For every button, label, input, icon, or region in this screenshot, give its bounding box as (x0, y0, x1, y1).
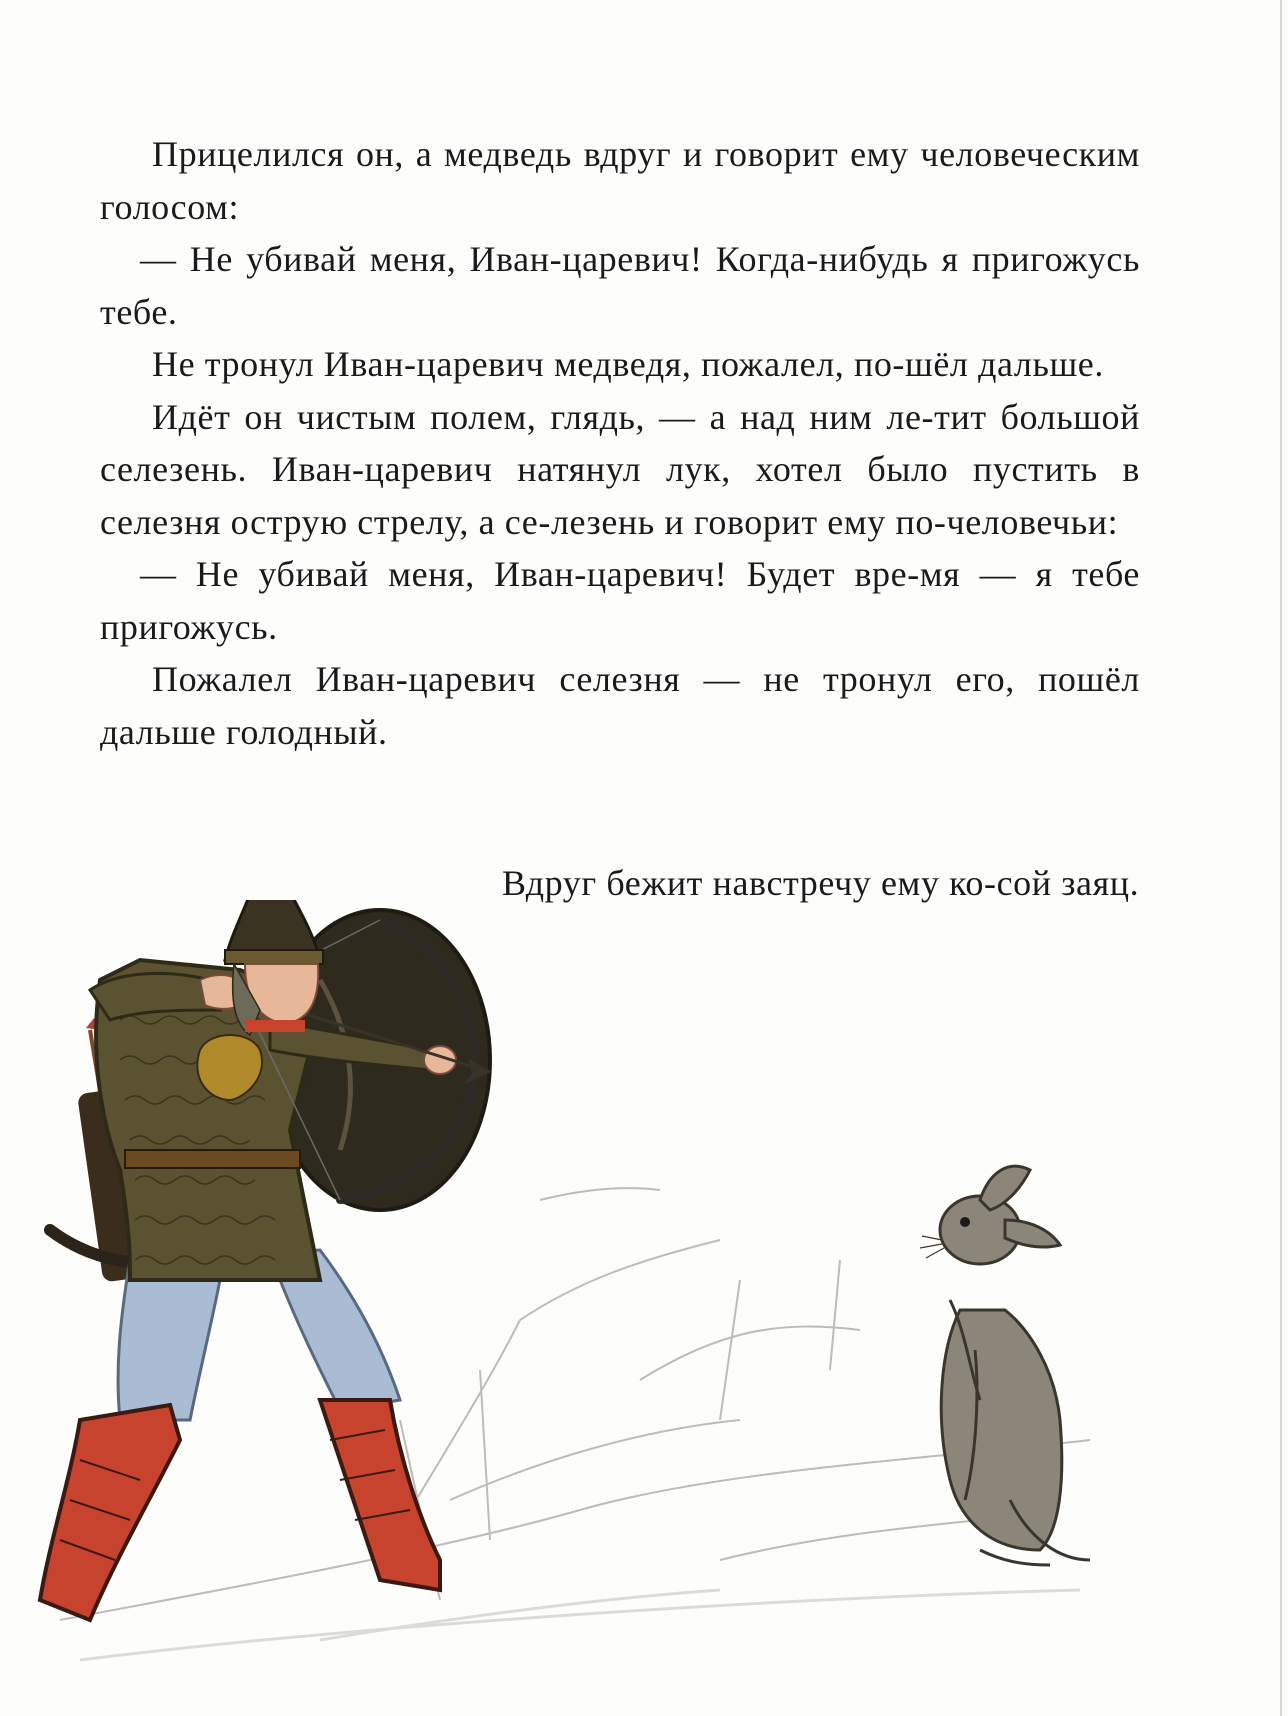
main-text (100, 128, 1140, 758)
paragraph-7: Вдруг бежит навстречу ему ко-сой заяц. (502, 863, 1140, 903)
paragraph-1: Прицелился он, а медведь вдруг и говорит ему человеческим голосом: (100, 134, 1140, 227)
paragraph-3: Не тронул Иван-царевич медведя, пожалел, по-шёл дальше. (152, 344, 1104, 384)
hare (920, 1166, 1090, 1565)
ground-shading (80, 1590, 1080, 1660)
archer-and-hare-illustration (20, 900, 1200, 1680)
belt (125, 1150, 300, 1168)
paragraph-5: — Не убивай меня, Иван-царевич! Будет вре-мя — я тебе пригожусь. (100, 554, 1140, 647)
right-boot (320, 1400, 440, 1590)
paragraph-2: — Не убивай меня, Иван-царевич! Когда-нибудь я пригожусь тебе. (100, 239, 1140, 332)
paragraph-6: Пожалел Иван-царевич селезня — не тронул его, пошёл дальше голодный. (100, 659, 1140, 752)
collar (245, 1020, 305, 1032)
page-edge-divider (1280, 0, 1282, 1716)
paragraph-4: Идёт он чистым полем, глядь, — а над ним ле-тит большой селезень. Иван-царевич натянул лук, хотел было пустить в селезня острую стрелу, а се-лезень и говорит ему по-человечьи: (100, 396, 1140, 542)
